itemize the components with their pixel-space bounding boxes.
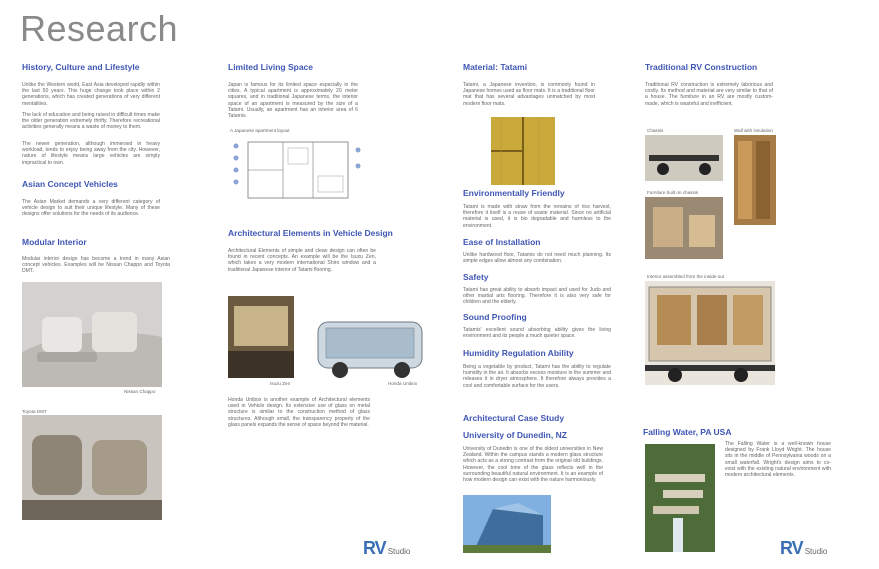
paragraph-sound-proofing: Tatamis' excellent sound absorbing ability gives the living environment and its people a much quieter space. [463,327,611,340]
photo-nissan-chappo [22,282,162,387]
studio-logo-left [363,538,410,559]
heading-architectural-case-study: Architectural Case Study [463,413,565,423]
heading-material-tatami: Material: Tatami [463,62,528,72]
heading-limited-living: Limited Living Space [228,62,314,72]
paragraph-history-2: The lack of education and being raised in difficult times make the older generation extremely thrifty. Therefore recreational activities generally means a waste of money to them. [22,112,160,131]
heading-safety: Safety [463,272,489,282]
paragraph-safety: Tatami has great ability to absorb impact and used for Judo and other martial arts flooring. Therefore it is also very safe for children and the elderly. [463,287,611,306]
photo-interior-assembled [645,281,775,385]
paragraph-asian-concept: The Asian Market demands a very different category of vehicle design to suit their unique lifestyle. Many of these designs offer solutions for the needs of its audience. [22,199,160,218]
paragraph-limited-living: Japan is famous for its limited space especially in the cities. A typical apartment is approximately 20 meter squares, and in traditional Japanese terms, the interior space of an apartment is measured by the size of a Tatami. Usually, an apartment has an interior area of 6 Tatamis. [228,82,358,120]
logo-studio-text: Studio [804,547,828,556]
photo-chassis [645,135,723,181]
paragraph-falling-water: The Falling Water is a well-known house designed by Frank Lloyd Wright. The house sits in the middle of Pennsylvania woods on a small waterfall. Wright's design aims to co-exist with the existing natural environment with modern architectural elements. [725,441,831,479]
paragraph-traditional-rv: Traditional RV construction is extremely laborious and costly. Its method and material are very similar to that of a house. The furniture in an RV are mostly custom-made, which is wasteful and inefficient. [645,82,773,107]
caption-nissan-chappo: Nissan Chappo [124,389,156,394]
heading-architectural-elements: Architectural Elements in Vehicle Design [228,228,393,238]
caption-chassis: Chassis [647,128,664,133]
heading-humidity-regulation: Humidity Regulation Ability [463,348,574,358]
paragraph-material-tatami: Tatami, a Japanese invention, is commonly found in Japanese homes used as floor mats. It is a traditional floor mat that has several advantages unmatched by most modern floor mats. [463,82,595,107]
photo-toyota-dmt [22,415,162,520]
diagram-apartment-layout [228,136,366,208]
paragraph-history-3: The newer generation, although immersed in heavy workload, tends to enjoy being away from the city. However, nature of lifestyle means large vehicles are simply impractical to own. [22,141,160,166]
heading-modular-interior: Modular Interior [22,237,87,247]
photo-furniture-chassis [645,197,723,259]
paragraph-environmentally-friendly: Tatami is made with straw from the remains of rice harvest, therefore it itself is a reuse of waste material. Since no artificial material is used, it is bio degradable and harmless to the environment. [463,204,611,229]
caption-toyota-dmt: Toyota DMT [22,409,47,414]
photo-university-dunedin [463,495,551,553]
heading-falling-water: Falling Water, PA USA [643,427,732,437]
caption-honda-unibox: Honda Unibox [388,381,418,386]
paragraph-honda-unibox: Honda Unibox is another example of Architectural elements used in Vehicle design. Its extensive use of glass on metal structure is similar to the construction method of glass structures. Although small, the transparency property of the glass panels expands the sense of space beyond the material. [228,397,370,428]
photo-wall-insulation [734,135,776,225]
paragraph-humidity-regulation: Being a vegetable by product, Tatami has the ability to regulate humidity in the air. It absorbs excess moisture in the summer and releases it in dryer atmosphere. It therefore always provides a cool and comfortable surface for the users. [463,364,611,389]
heading-sound-proofing: Sound Proofing [463,312,527,322]
paragraph-modular-interior: Modular interior design has become a trend in many Asian concept vehicles. Examples will be Nissan Chappo and Toyota DMT. [22,256,170,275]
caption-wall-insulation: Wall with insulation [734,128,773,133]
logo-rv-text: RV [363,538,386,558]
page-title: Research [20,8,179,49]
photo-falling-water [645,444,715,552]
heading-environmentally-friendly: Environmentally Friendly [463,188,565,198]
heading-traditional-rv: Traditional RV Construction [645,62,758,72]
caption-isuzu-zen: Isuzu Zen [270,381,291,386]
caption-furniture-chassis: Furniture built on chassis [647,190,699,195]
studio-logo-right [780,538,827,559]
caption-apartment-layout: A Japanese apartment layout [230,128,290,133]
paragraph-university-dunedin: University of Dunedin is one of the oldest universities in New Zealand. Within the campus stands a modern glass structure which acts as a strong contrast from the original old buildings. However, the cool tone of the glass reflects well in the surrounding beautiful natural environment. It is an example of how modern design can exist with the nature harmoniously. [463,446,603,484]
paragraph-architectural-elements: Architectural Elements of simple and clean design can often be found in recent concepts. An example will be the Isuzu Zen, which takes a very modern international Shiro window and a traditional Japanese interior of Tatami flooring. [228,248,376,273]
heading-ease-installation: Ease of Installation [463,237,541,247]
paragraph-history-1: Unlike the Western world, East Asia developed rapidly within the last 50 years. This huge change took place within 2 generations, which has created generations of very different mentalities. [22,82,160,107]
photo-honda-unibox [312,318,428,382]
heading-university-dunedin: University of Dunedin, NZ [463,430,567,440]
logo-rv-text: RV [780,538,803,558]
heading-history: History, Culture and Lifestyle [22,62,140,72]
logo-studio-text: Studio [387,547,411,556]
paragraph-ease-installation: Unlike hardwood floor, Tatamis do not need much planning. Its simple edges allow almost any combination. [463,252,611,265]
photo-isuzu-zen [228,296,294,378]
caption-interior-assembled: Interior assembled from the inside-out [647,274,725,279]
heading-asian-concept: Asian Concept Vehicles [22,179,118,189]
photo-tatami [491,117,555,185]
